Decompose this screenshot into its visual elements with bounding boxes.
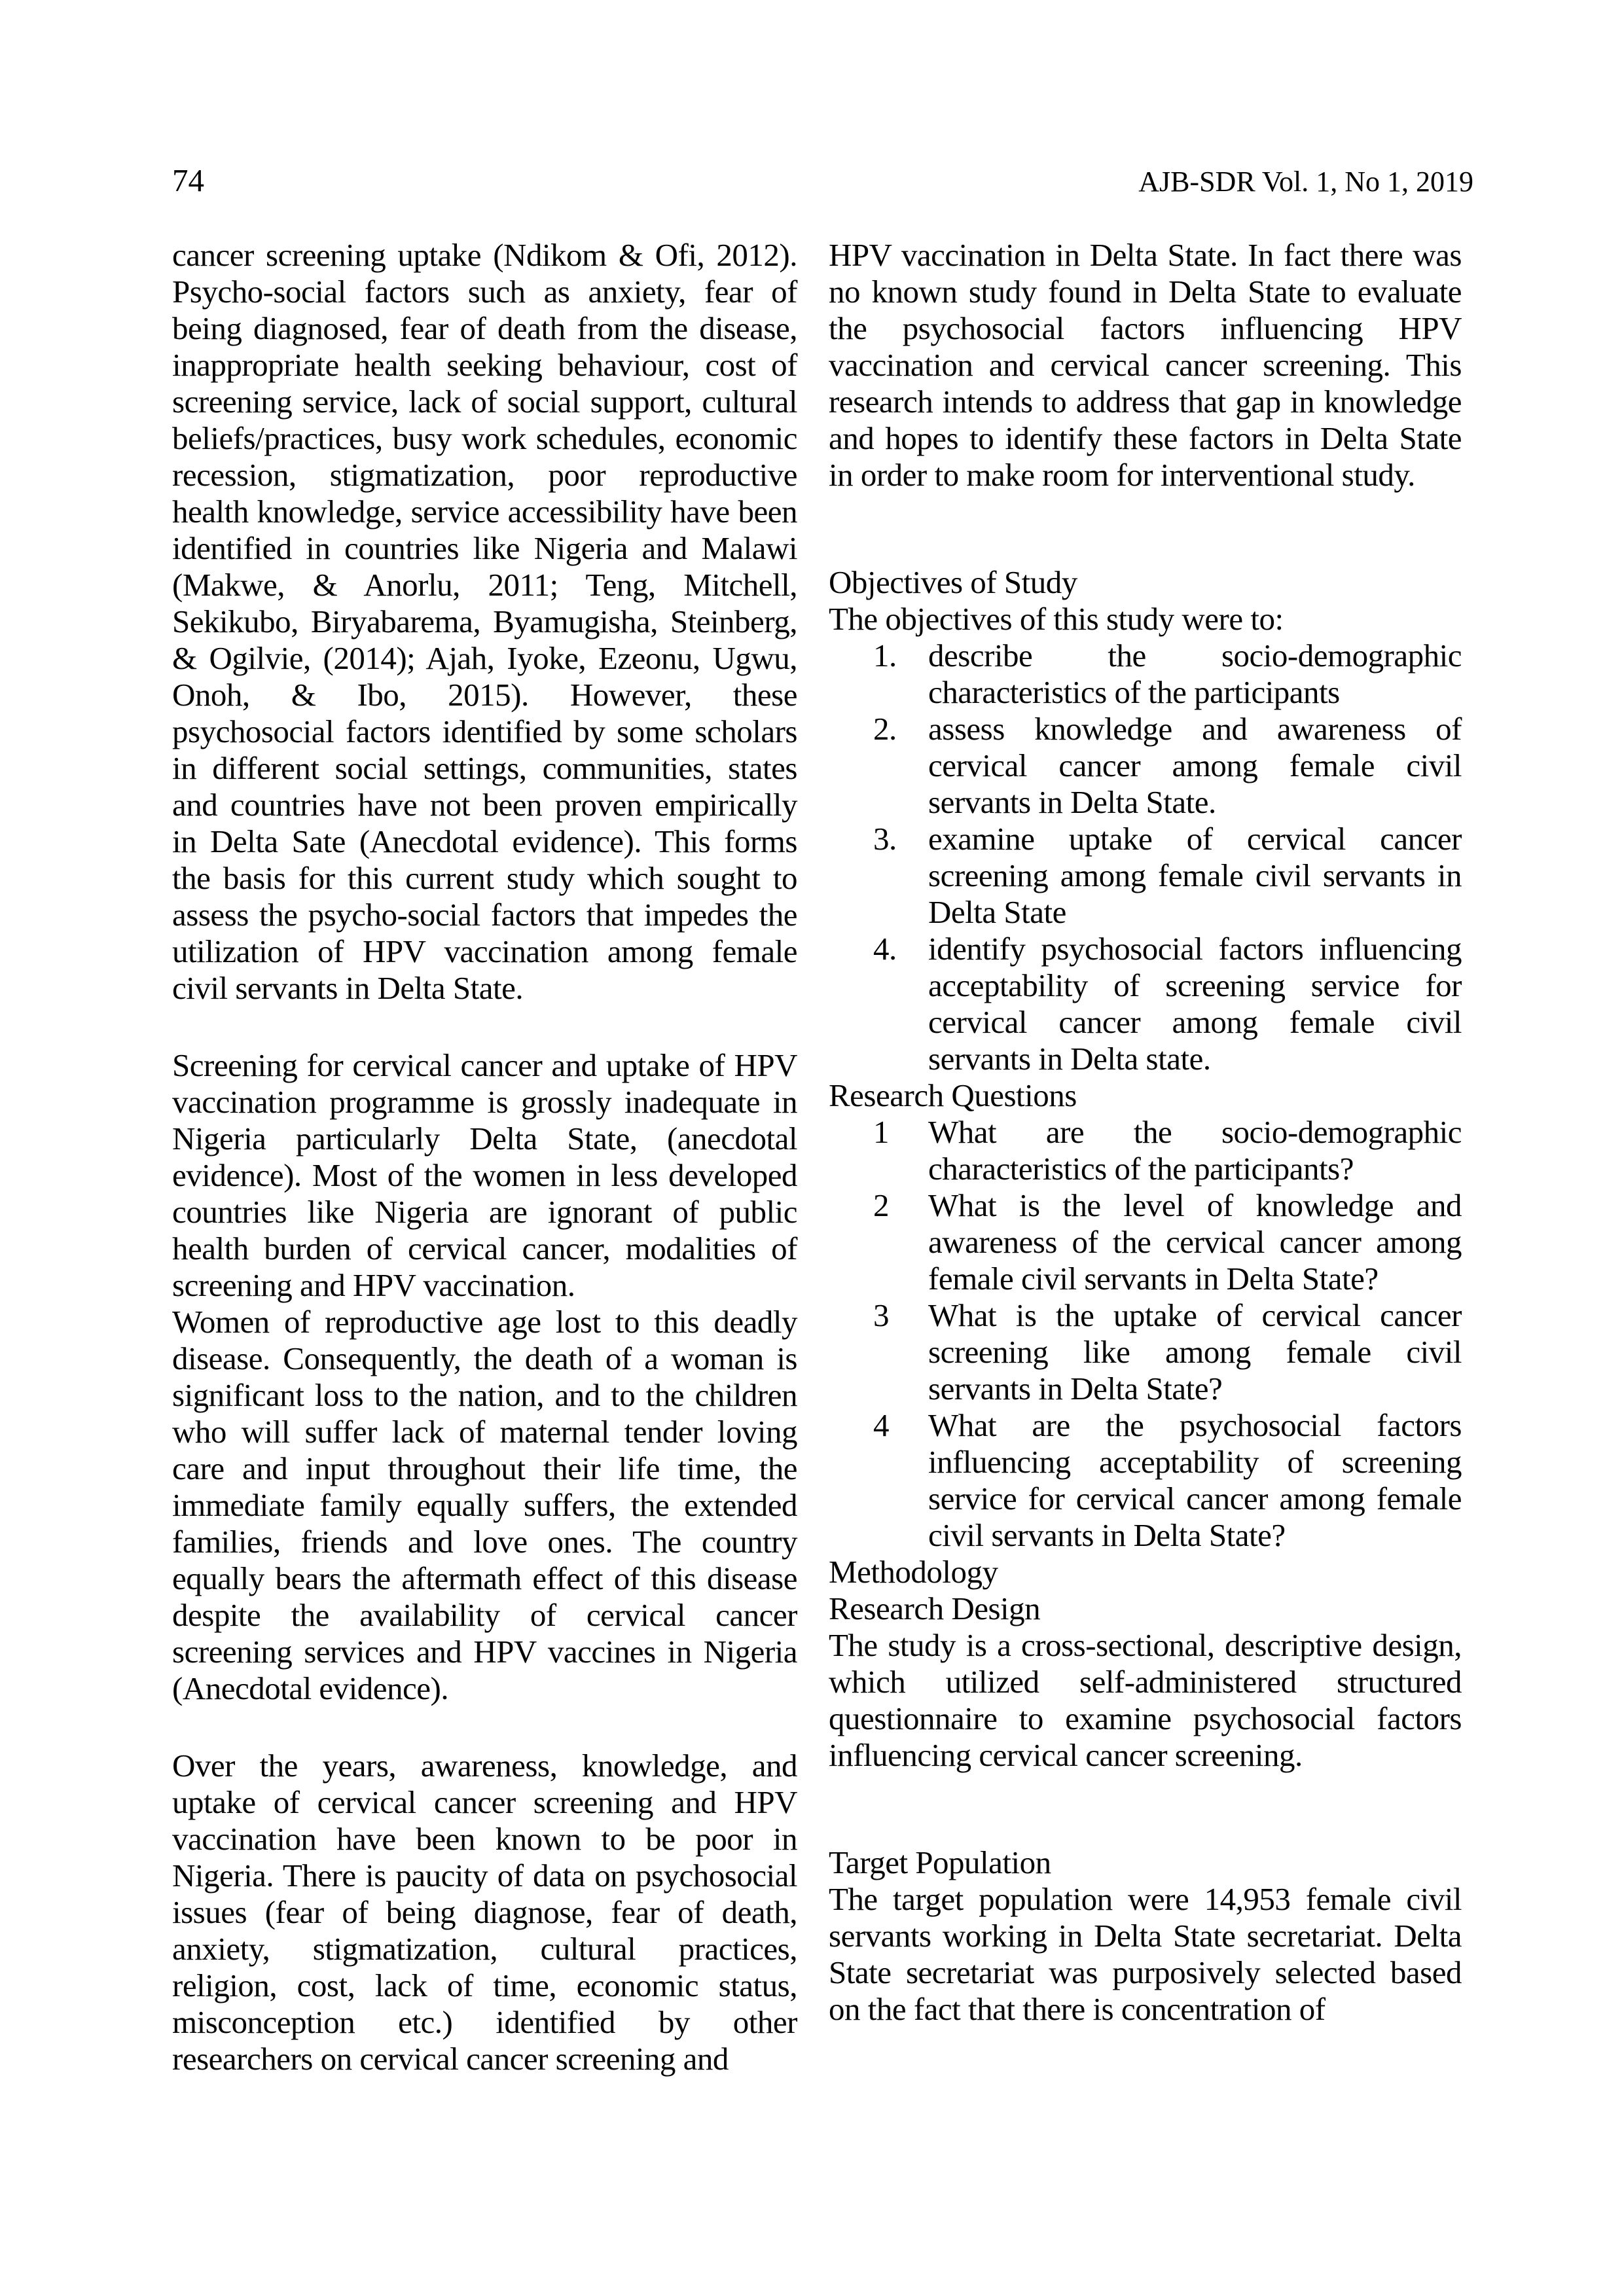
left-column [172,237,797,2077]
objective-item-4 [829,931,1462,1077]
paragraph-target-population: The target population were 14,953 female civil servants working in Delta State secretariat. Delta State secretariat was purposively selected based on the fact that there is concentration of [829,1881,1462,2027]
research-question-number-3: 3 [873,1297,889,1333]
paragraph-hpv-delta-state: HPV vaccination in Delta State. In fact there was no known study found in Delta State to evaluate the psychosocial factors influencing HPV vaccination and cervical cancer screening. This research intends to address that gap in knowledge and hopes to identify these factors in Delta State in order to make room for interventional study. [829,237,1462,493]
journal-reference: AJB-SDR Vol. 1, No 1, 2019 [1138,166,1473,198]
research-question-text-3: What is the uptake of cervical cancer screening like among female civil servants in Delta State? [928,1297,1462,1407]
section-heading-methodology: Methodology [829,1554,998,1590]
two-column-body [172,237,1462,2077]
paragraph-research-design: The study is a cross-sectional, descriptive design, which utilized self-administered structured questionnaire to examine psychosocial factors influencing cervical cancer screening. [829,1627,1462,1773]
objective-text-4: identify psychosocial factors influencing acceptability of screening service for cervical cancer among female civil servants in Delta state. [928,931,1462,1077]
research-question-text-4: What are the psychosocial factors influencing acceptability of screening service for cervical cancer among female civil servants in Delta State? [928,1407,1462,1553]
section-heading-research-questions: Research Questions [829,1077,1077,1113]
section-heading-target-population: Target Population [829,1844,1051,1880]
paragraph-screening-inadequate: Screening for cervical cancer and uptake of HPV vaccination programme is grossly inadequate in Nigeria particularly Delta State, (anecdotal evidence). Most of the women in less developed countries like Nigeria are ignorant of public health burden of cervical cancer, modalities of screening and HPV vaccination. [172,1047,797,1303]
objective-text-2: assess knowledge and awareness of cervical cancer among female civil servants in Delta State. [928,711,1462,820]
objective-item-1 [829,637,1462,711]
objective-number-2: 2. [873,711,897,747]
section-heading-objectives: Objectives of Study [829,564,1077,600]
objective-text-3: examine uptake of cervical cancer screening among female civil servants in Delta State [928,821,1462,930]
page-number: 74 [172,162,204,198]
objective-number-3: 3. [873,821,897,857]
research-question-number-1: 1 [873,1114,889,1150]
objective-text-1: describe the socio-demographic characteristics of the participants [928,637,1462,710]
paragraph-over-the-years: Over the years, awareness, knowledge, and uptake of cervical cancer screening and HPV vaccination have been known to be poor in Nigeria. There is paucity of data on psychosocial issues (fear of being diagnose, fear of death, anxiety, stigmatization, cultural practices, religion, cost, lack of time, economic status, misconception etc.) identified by other researchers on cervical cancer screening and [172,1748,797,2077]
objective-item-2 [829,711,1462,821]
research-question-item-1 [829,1114,1462,1187]
research-question-number-2: 2 [873,1187,889,1223]
objectives-lead-line: The objectives of this study were to: [829,601,1284,637]
objectives-list [829,637,1462,1077]
page-header [172,162,1473,200]
research-question-text-2: What is the level of knowledge and awareness of the cervical cancer among female civil servants in Delta State? [928,1187,1462,1297]
research-question-text-1: What are the socio-demographic characteristics of the participants? [928,1114,1462,1187]
research-question-item-4 [829,1407,1462,1554]
objective-item-3 [829,821,1462,931]
objective-number-1: 1. [873,637,897,673]
research-question-item-3 [829,1297,1462,1407]
research-question-item-2 [829,1187,1462,1297]
paragraph-intro-continuation: cancer screening uptake (Ndikom & Ofi, 2012). Psycho-social factors such as anxiety, fear of being diagnosed, fear of death from the disease, inappropriate health seeking behaviour, cost of screening service, lack of social support, cultural beliefs/practices, busy work schedules, economic recession, stigmatization, poor reproductive health knowledge, service accessibility have been identified in countries like Nigeria and Malawi (Makwe, & Anorlu, 2011; Teng, Mitchell, Sekikubo, Biryabarema, Byamugisha, Steinberg, & Ogilvie, (2014); Ajah, Iyoke, Ezeonu, Ugwu, Onoh, & Ibo, 2015). However, these psychosocial factors identified by some scholars in different social settings, communities, states and countries have not been proven empirically in Delta Sate (Anecdotal evidence). This forms the basis for this current study which sought to assess the psycho-social factors that impedes the utilization of HPV vaccination among female civil servants in Delta State. [172,237,797,1006]
right-column [829,237,1462,2077]
research-questions-list [829,1114,1462,1554]
research-question-number-4: 4 [873,1407,889,1443]
paragraph-women-reproductive: Women of reproductive age lost to this deadly disease. Consequently, the death of a woman is significant loss to the nation, and to the children who will suffer lack of maternal tender loving care and input throughout their life time, the immediate family equally suffers, the extended families, friends and love ones. The country equally bears the aftermath effect of this disease despite the availability of cervical cancer screening services and HPV vaccines in Nigeria (Anecdotal evidence). [172,1304,797,1706]
subsection-heading-research-design: Research Design [829,1590,1041,1626]
objective-number-4: 4. [873,931,897,967]
